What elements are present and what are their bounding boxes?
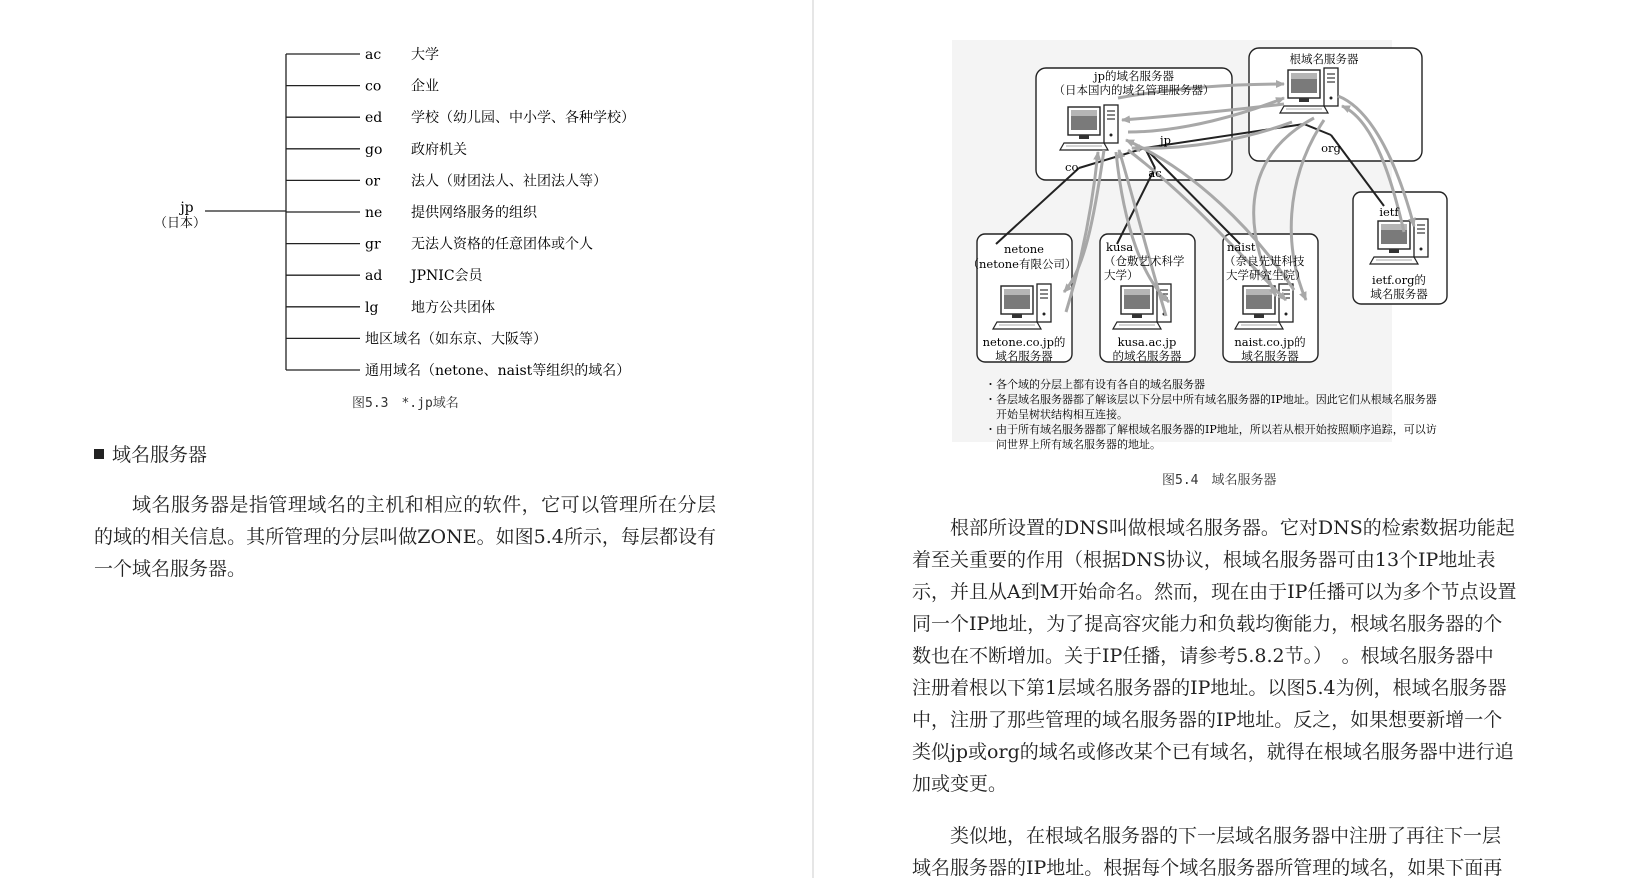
- label-jp: jp: [1160, 133, 1171, 147]
- domain-code: co: [365, 78, 382, 95]
- domain-description: JPNIC会员: [411, 268, 483, 285]
- left-page: [0, 0, 812, 878]
- figure-note: ・各层域名服务器都了解该层以下分层中所有域名服务器的IP地址。因此它们从根域名服务器: [985, 393, 1437, 406]
- naist-server-label: naist.co.jp的: [1234, 335, 1306, 349]
- text-line: 加或变更。: [912, 773, 1008, 795]
- body-paragraph-left: 域名服务器是指管理域名的主机和相应的软件，它可以管理所在分层的域的相关信息。其所管理的分层叫做ZONE。如图5.4所示，每层都设有一个域名服务器。: [94, 494, 716, 580]
- text-line: 中，注册了那些管理的域名服务器的IP地址。反之，如果想要新增一个: [912, 709, 1503, 731]
- tree-root-sublabel: （日本）: [153, 216, 207, 231]
- text-line: 数也在不断增加。关于IP任播，请参考5.8.2节。） 。根域名服务器中: [912, 645, 1494, 667]
- naist-subtitle: （奈良先进科技: [1224, 254, 1305, 268]
- domain-code: ad: [365, 268, 383, 285]
- domain-server-figure: [814, 0, 1629, 470]
- root-server-box-title: 根域名服务器: [1289, 52, 1359, 66]
- kusa-subtitle-2: 大学）: [1104, 268, 1139, 282]
- kusa-server-label: kusa.ac.jp: [1117, 335, 1177, 349]
- label-org: org: [1321, 141, 1341, 155]
- label-ac: ac: [1148, 166, 1162, 180]
- domain-description: 学校（幼儿园、中小学、各种学校）: [411, 110, 635, 127]
- domain-code: ac: [365, 47, 382, 63]
- kusa-title: kusa: [1106, 240, 1134, 254]
- domain-code: or: [365, 173, 381, 190]
- jp-server-box-subtitle: （日本国内的域名管理服务器）: [1053, 83, 1215, 97]
- domain-description: 大学: [411, 47, 439, 63]
- figure-note: ・各个域的分层上都有设有各自的域名服务器: [985, 378, 1205, 391]
- netone-server-label: netone.co.jp的: [982, 335, 1066, 349]
- text-line: 注册着根以下第1层域名服务器的IP地址。以图5.4为例，根域名服务器: [912, 677, 1507, 699]
- text-line: 同一个IP地址，为了提高容灾能力和负载均衡能力，根域名服务器的个: [912, 613, 1503, 635]
- text-line: 根部所设置的DNS叫做根域名服务器。它对DNS的检索数据功能起: [950, 517, 1515, 539]
- netone-title: netone: [1004, 242, 1044, 256]
- domain-description: 通用域名（netone、naist等组织的域名）: [365, 363, 631, 379]
- netone-subtitle: （netone有限公司）: [967, 257, 1077, 271]
- section-heading: 域名服务器: [94, 440, 207, 467]
- ietf-server-label-2: 域名服务器: [1370, 287, 1428, 301]
- figure-5-4-caption: 图5.4 域名服务器: [1162, 473, 1277, 488]
- figure-note: 开始呈树状结构相互连接。: [985, 408, 1128, 421]
- domain-code: ed: [365, 110, 383, 127]
- text-line: 域名服务器的IP地址。根据每个域名服务器所管理的域名，如果下面再: [912, 857, 1503, 879]
- figure-note: ・由于所有域名服务器都了解根域名服务器的IP地址，所以若从根开始按照顺序追踪，可以访: [985, 423, 1437, 436]
- body-paragraph-right-1: [912, 512, 1612, 800]
- square-bullet-icon: [94, 449, 104, 459]
- label-ietf: ietf: [1379, 205, 1399, 219]
- figure-note: 问世界上所有域名服务器的地址。: [985, 438, 1161, 451]
- ietf-server-label: ietf.org的: [1372, 273, 1426, 287]
- text-line: 着至关重要的作用（根据DNS协议，根域名服务器可由13个IP地址表: [912, 549, 1496, 571]
- jp-server-box-title: jp的域名服务器: [1094, 69, 1174, 83]
- netone-server-label-2: 域名服务器: [995, 349, 1053, 363]
- domain-description: 地区域名（如东京、大阪等）: [365, 331, 547, 348]
- domain-description: 地方公共团体: [411, 299, 495, 316]
- domain-code: gr: [365, 236, 381, 253]
- jp-domain-tree-figure: [0, 0, 812, 420]
- domain-description: 企业: [411, 78, 439, 95]
- tree-root-label: jp: [180, 200, 194, 216]
- text-line: 类似jp或org的域名或修改某个已有域名，就得在根域名服务器中进行追: [912, 741, 1514, 763]
- body-paragraph-right-2: [912, 820, 1612, 884]
- naist-title: naist: [1227, 240, 1256, 254]
- domain-description: 法人（财团法人、社团法人等）: [411, 173, 607, 190]
- naist-server-label-2: 域名服务器: [1241, 349, 1299, 363]
- right-page: [814, 0, 1629, 878]
- domain-description: 无法人资格的任意团体或个人: [411, 236, 593, 253]
- kusa-server-label-2: 的域名服务器: [1112, 349, 1182, 363]
- text-line: 示，并且从A到M开始命名。然而，现在由于IP任播可以为多个节点设置: [912, 581, 1517, 603]
- naist-subtitle-2: 大学研究生院）: [1226, 268, 1307, 282]
- domain-code: ne: [365, 205, 383, 221]
- label-co: co: [1065, 160, 1079, 174]
- text-line: 类似地，在根域名服务器的下一层域名服务器中注册了再往下一层: [950, 825, 1502, 847]
- domain-code: go: [365, 141, 383, 158]
- domain-code: lg: [365, 299, 379, 316]
- domain-description: 政府机关: [411, 141, 467, 158]
- figure-5-3-caption: 图5.3 *.jp域名: [352, 396, 459, 411]
- domain-description: 提供网络服务的组织: [411, 205, 537, 221]
- kusa-subtitle: （仓敷艺术科学: [1104, 254, 1185, 268]
